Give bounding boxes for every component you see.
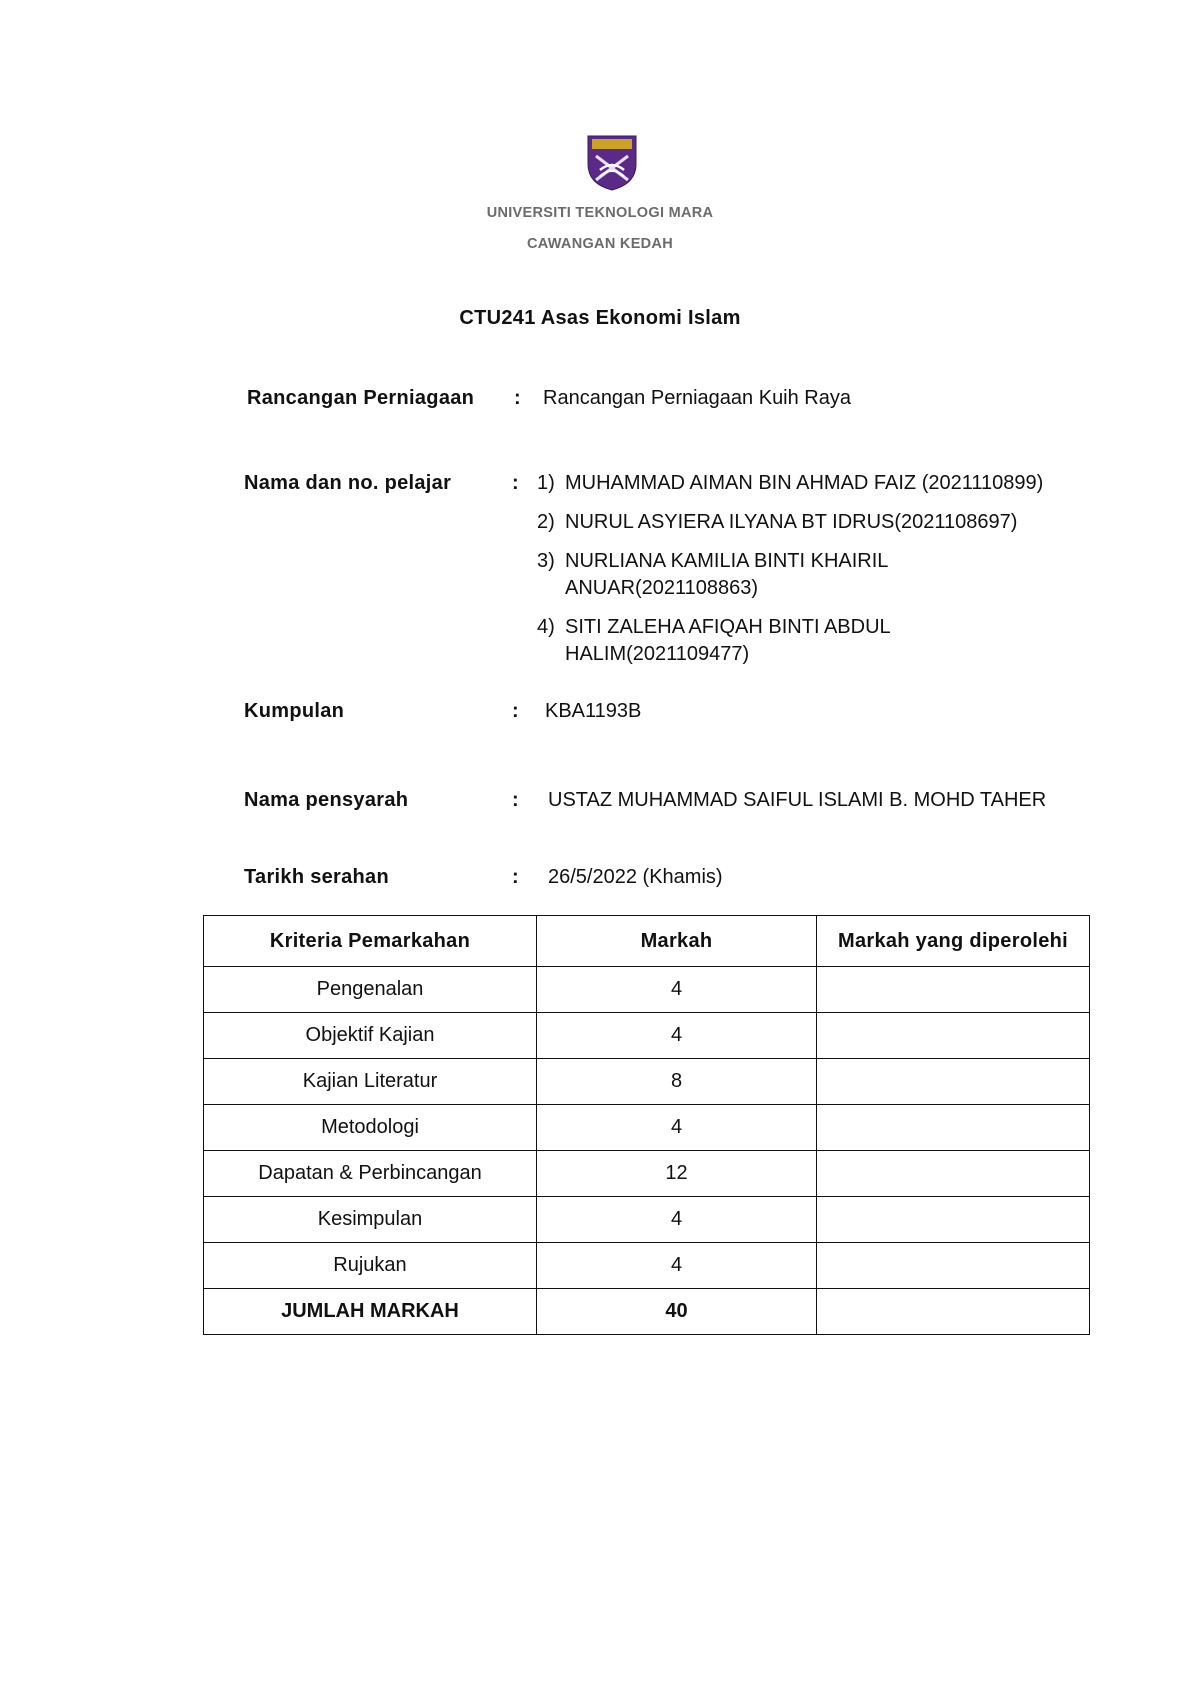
- criteria-cell: Rujukan: [204, 1243, 537, 1289]
- plan-value: Rancangan Perniagaan Kuih Raya: [543, 387, 851, 409]
- marks-cell: 4: [537, 967, 817, 1013]
- list-item: [537, 509, 1165, 536]
- header-criteria: Kriteria Pemarkahan: [204, 916, 537, 967]
- obtained-cell: [817, 1105, 1090, 1151]
- table-header-row: [204, 916, 1090, 967]
- lecturer-colon: :: [512, 789, 519, 811]
- criteria-cell: Kesimpulan: [204, 1197, 537, 1243]
- table-row: [204, 1105, 1090, 1151]
- group-label: Kumpulan: [244, 700, 345, 722]
- obtained-cell: [817, 1059, 1090, 1105]
- criteria-cell: Objektif Kajian: [204, 1013, 537, 1059]
- marks-cell: 4: [537, 1105, 817, 1151]
- student-number: 1): [537, 472, 555, 494]
- student-name: SITI ZALEHA AFIQAH BINTI ABDUL HALIM(2021109477): [565, 616, 890, 665]
- university-name: UNIVERSITI TEKNOLOGI MARA: [486, 205, 714, 221]
- header-marks: Markah: [537, 916, 817, 967]
- total-obtained-cell: [817, 1289, 1090, 1335]
- obtained-cell: [817, 1151, 1090, 1197]
- lecturer-value: USTAZ MUHAMMAD SAIFUL ISLAMI B. MOHD TAHER: [548, 789, 1047, 811]
- table-row: [204, 1243, 1090, 1289]
- total-label-cell: JUMLAH MARKAH: [204, 1289, 537, 1335]
- obtained-cell: [817, 1243, 1090, 1289]
- total-row: [204, 1289, 1090, 1335]
- group-colon: :: [512, 700, 519, 722]
- criteria-cell: Pengenalan: [204, 967, 537, 1013]
- criteria-cell: Kajian Literatur: [204, 1059, 537, 1105]
- branch-name: CAWANGAN KEDAH: [527, 236, 673, 252]
- list-item: [537, 614, 1165, 668]
- plan-colon: :: [514, 387, 521, 409]
- student-name: NURUL ASYIERA ILYANA BT IDRUS(2021108697): [565, 511, 1018, 533]
- list-item: [537, 548, 1165, 602]
- student-number: 2): [537, 511, 555, 533]
- total-marks-cell: 40: [537, 1289, 817, 1335]
- plan-label: Rancangan Perniagaan: [247, 387, 475, 409]
- table-row: [204, 1151, 1090, 1197]
- obtained-cell: [817, 1013, 1090, 1059]
- marks-table: [203, 915, 1090, 1335]
- table-row: [204, 967, 1090, 1013]
- student-name: MUHAMMAD AIMAN BIN AHMAD FAIZ (2021110899): [565, 472, 1044, 494]
- course-title: CTU241 Asas Ekonomi Islam: [459, 307, 741, 329]
- table-row: [204, 1059, 1090, 1105]
- table-row: [204, 1197, 1090, 1243]
- group-value: KBA1193B: [545, 700, 642, 722]
- marks-cell: 4: [537, 1243, 817, 1289]
- marks-cell: 4: [537, 1013, 817, 1059]
- student-name: NURLIANA KAMILIA BINTI KHAIRIL ANUAR(2021108863): [565, 550, 888, 599]
- obtained-cell: [817, 1197, 1090, 1243]
- lecturer-label: Nama pensyarah: [244, 789, 409, 811]
- list-item: [537, 470, 1165, 497]
- date-label: Tarikh serahan: [244, 866, 390, 888]
- students-colon: :: [512, 472, 519, 494]
- marks-cell: 8: [537, 1059, 817, 1105]
- student-list: [537, 470, 1165, 680]
- marks-cell: 4: [537, 1197, 817, 1243]
- student-number: 4): [537, 616, 555, 638]
- date-value: 26/5/2022 (Khamis): [548, 866, 723, 888]
- criteria-cell: Dapatan & Perbincangan: [204, 1151, 537, 1197]
- obtained-cell: [817, 967, 1090, 1013]
- marks-cell: 12: [537, 1151, 817, 1197]
- date-colon: :: [512, 866, 519, 888]
- header-obtained: Markah yang diperolehi: [817, 916, 1090, 967]
- table-row: [204, 1013, 1090, 1059]
- criteria-cell: Metodologi: [204, 1105, 537, 1151]
- uitm-crest-logo: [586, 134, 638, 192]
- students-label: Nama dan no. pelajar: [244, 472, 452, 494]
- student-number: 3): [537, 550, 555, 572]
